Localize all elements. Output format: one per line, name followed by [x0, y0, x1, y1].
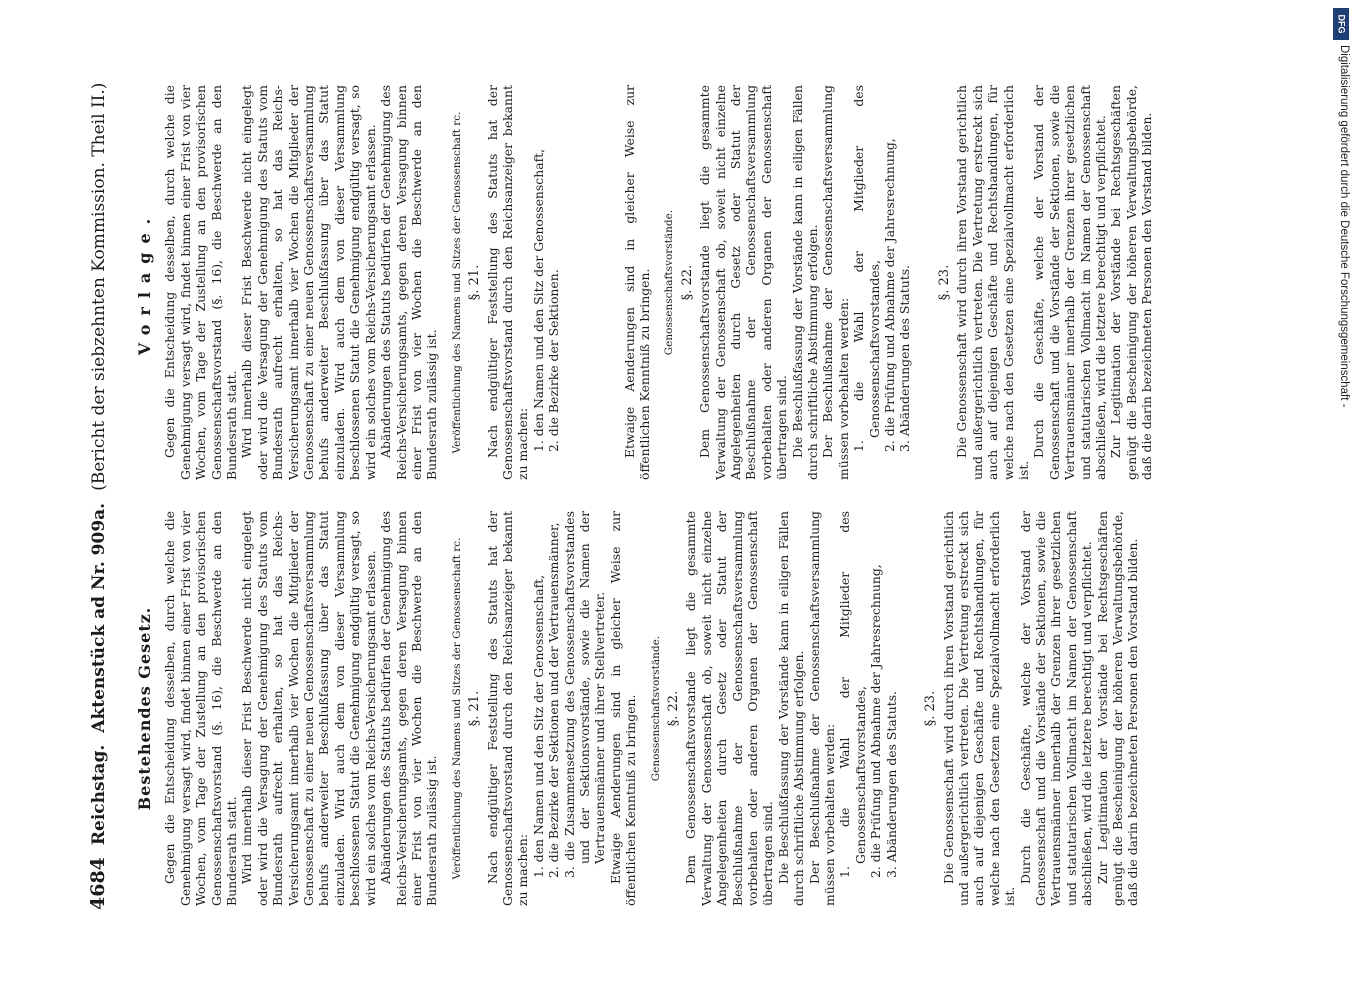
left-sec22-para-2: Die Beschlußfassung der Vorstände kann in eiligen Fällen durch schriftliche Abstimmung erfolgen. [775, 511, 807, 906]
header-left-label: Reichstag. [89, 744, 109, 846]
left-sec21-list [531, 511, 608, 906]
list-item: 2. die Bezirke der Sektionen. [546, 269, 562, 452]
left-sec22-para-1: Dem Genossenschaftsvorstande liegt die gesammte Verwaltung der Genossenschaft ob, soweit nicht einzelne Angelegenheiten durch Gesetz oder Statut der Beschlußnahme der Genossenschaftsversammlung vorbehalten oder anderen Organen der Genossenschaft übertragen sind. [683, 511, 776, 906]
right-sec21-tail: Etwaige Aenderungen sind in gleicher Weise zur öffentlichen Kenntniß zu bringen. [621, 85, 652, 480]
right-sec23-para-2: Durch die Geschäfte, welche der Vorstand der Genossenschaft und die Vorstände der Sektionen, sowie die Vertrauensmänner innerhalb der Grenzen ihrer gesetzlichen und statutarischen Vollmacht im Namen der Genossenschaft abschließen, wird die letztere berechtigt und verpflichtet. [1031, 85, 1108, 480]
right-para-2: Wird innerhalb dieser Frist Beschwerde nicht eingelegt oder wird die Versagung der Genehmigung des Statuts vom Bundesrath aufrecht erhalten, so hat das Reichs-Versicherungsamt innerhalb vier Wochen die Mitglieder der Genossenschaft zu einer neuen Genossenschaftsversammlung behufs anderweiter Beschlußfassung über das Statut einzuladen. Wird auch dem von dieser Versammlung beschlossenen Statut die Genehmigung endgültig versagt, so wird ein solches vom Reichs-Versicherungsamt erlassen. [239, 85, 378, 480]
list-item: 3. die Zusammensetzung des Genossenschaftsvorstandes und der Sektionsvorstände, sowie die Namen der Vertrauensmänner und ihrer Stellvertreter. [561, 511, 608, 878]
left-sec21-intro: Nach endgültiger Feststellung des Statuts hat der Genossenschaftsvorstand durch den Reichsanzeiger bekannt zu machen: [484, 511, 531, 906]
left-sec23-para-2: Durch die Geschäfte, welche der Vorstand der Genossenschaft und die Vorstände der Sektionen, sowie die Vertrauensmänner innerhalb der Grenzen ihrer gesetzlichen und statutarischen Vollmacht im Namen der Genossenschaft abschließen, wird die letztere berechtigt und verpflichtet. [1017, 511, 1095, 906]
left-sec22-para-3: Der Beschlußnahme der Genossenschaftsversammlung müssen vorbehalten werden: [806, 511, 838, 906]
left-sec23-para-3: Zur Legitimation der Vorstände bei Rechtsgeschäften genügt die Bescheinigung der höheren Verwaltungsbehörde, daß die darin bezeichneten Personen den Vorstand bilden. [1094, 511, 1141, 906]
left-sec21-heading: Veröffentlichung des Namens und Sitzes der Genossenschaft rc. [450, 537, 463, 880]
right-sec21-list [531, 85, 562, 480]
right-sec23-para-3: Zur Legitimation der Vorstände bei Rechtsgeschäften genügt die Bescheinigung der höheren Verwaltungsbehörde, daß die darin bezeichneten Personen den Vorstand bilden. [1108, 85, 1155, 480]
left-sec22-heading: Genossenschaftsvorstände. [649, 635, 662, 782]
right-sec21-number: §. 21. [467, 264, 483, 301]
list-item: 3. Abänderungen des Statuts. [897, 265, 913, 452]
header-report: (Bericht der siebzehnten Kommission. Theil II.) [89, 82, 109, 491]
left-para-3: Abänderungen des Statuts bedürfen der Genehmigung des Reichs-Versicherungsamts, gegen deren Versagung binnen einer Frist von vier Wochen die Beschwerde an den Bundesrath zulässig ist. [378, 511, 440, 906]
rotated-page-content [79, 60, 1339, 920]
left-para-1: Gegen die Entscheidung desselben, durch welche die Genehmigung versagt wird, findet binnen einer Frist von vier Wochen, vom Tage der Zustellung an den provisorischen Genossenschaftsvorstand (§. 16), die Beschwerde an den Bundesrath statt. [162, 511, 240, 906]
page-header [87, 80, 127, 910]
right-para-3: Abänderungen des Statuts bedürfen der Genehmigung des Reichs-Versicherungsamts, gegen deren Versagung binnen einer Frist von vier Wochen die Beschwerde an den Bundesrath zulässig ist. [378, 85, 440, 480]
left-sec22-list [837, 511, 899, 906]
left-sec23-number: §. 23. [923, 690, 939, 727]
right-sec22-heading: Genossenschaftsvorstände. [663, 209, 676, 356]
list-item: 1. den Namen und den Sitz der Genossenschaft, [530, 574, 546, 878]
right-sec23-para-1: Die Genossenschaft wird durch ihren Vorstand gerichtlich und außergerichtlich vertreten. Die Vertretung erstreckt sich auch auf diejenigen Geschäfte und Rechtshandlungen, für welche nach den Gesetzen eine Spezialvollmacht erforderlich ist. [954, 85, 1031, 480]
list-item: 1. die Wahl der Mitglieder des Genossenschaftsvorstandes, [851, 85, 882, 452]
left-sec23-para-1: Die Genossenschaft wird durch ihren Vorstand gerichtlich und außergerichtlich vertreten. Die Vertretung erstreckt sich auch auf diejenigen Geschäfte und Rechtshandlungen, für welche nach den Gesetzen eine Spezialvollmacht erforderlich ist. [940, 511, 1018, 906]
left-para-2: Wird innerhalb dieser Frist Beschwerde nicht eingelegt oder wird die Versagung der Genehmigung des Statuts vom Bundesrath aufrecht erhalten, so hat das Reichs-Versicherungsamt innerhalb vier Wochen die Mitglieder der Genossenschaft zu einer neuen Genossenschaftsversammlung behufs anderweiter Beschlußfassung über das Statut einzuladen. Wird auch dem von dieser Versammlung beschlossenen Statut die Genehmigung endgültig versagt, so wird ein solches vom Reichs-Versicherungsamt erlassen. [239, 511, 378, 906]
digitization-credit: Digitalisierung gefördert durch die Deutsche Forschungsgemeinschaft - [1338, 45, 1350, 408]
left-sec21-tail: Etwaige Aenderungen sind in gleicher Weise zur öffentlichen Kenntniß zu bringen. [607, 511, 639, 906]
right-column-title: Vorlage. [135, 209, 154, 356]
list-item: 3. Abänderungen des Statuts. [883, 691, 899, 878]
left-column [131, 511, 1321, 906]
left-sec22-number: §. 22. [666, 690, 681, 727]
right-sec21-heading: Veröffentlichung des Namens und Sitzes der Genossenschaft rc. [450, 111, 463, 454]
right-sec21-intro: Nach endgültiger Feststellung des Statuts hat der Genossenschaftsvorstand durch den Reichsanzeiger bekannt zu machen: [484, 85, 531, 480]
header-doc-ref: Aktenstück ad Nr. 909a. [89, 502, 109, 733]
right-column [131, 85, 1321, 480]
left-column-title: Bestehendes Gesetz. [135, 606, 154, 811]
right-para-1: Gegen die Entscheidung desselben, durch welche die Genehmigung versagt wird, findet binnen einer Frist von vier Wochen, vom Tage der Zustellung an den provisorischen Genossenschaftsvorstand (§. 16), die Beschwerde an den Bundesrath statt. [162, 85, 240, 480]
right-sec22-para-2: Die Beschlußfassung der Vorstände kann in eiligen Fällen durch schriftliche Abstimmung erfolgen. [789, 85, 821, 480]
list-item: 1. die Wahl der Mitglieder des Genossenschaftsvorstandes, [837, 511, 868, 878]
list-item: 1. den Namen und den Sitz der Genossenschaft, [530, 148, 546, 452]
dfg-logo [1333, 8, 1349, 40]
list-item: 2. die Prüfung und Abnahme der Jahresrechnung, [868, 564, 884, 878]
right-sec22-list [851, 85, 913, 480]
dfg-logo-text: DFG [1336, 14, 1346, 34]
left-sec21-number: §. 21. [467, 690, 483, 727]
list-item: 2. die Bezirke der Sektionen und der Vertrauensmänner, [546, 522, 562, 878]
right-sec23-number: §. 23. [936, 264, 952, 301]
page-number: 4684 [87, 857, 109, 910]
list-item: 2. die Prüfung und Abnahme der Jahresrechnung, [882, 138, 898, 452]
right-sec22-para-1: Dem Genossenschaftsvorstande liegt die gesammte Verwaltung der Genossenschaft ob, soweit nicht einzelne Angelegenheiten durch Gesetz oder Statut der Beschlußnahme der Genossenschaftsversammlung vorbehalten oder anderen Organen der Genossenschaft übertragen sind. [697, 85, 790, 480]
right-sec22-para-3: Der Beschlußnahme der Genossenschaftsversammlung müssen vorbehalten werden: [820, 85, 851, 480]
right-sec22-number: §. 22. [679, 264, 695, 301]
